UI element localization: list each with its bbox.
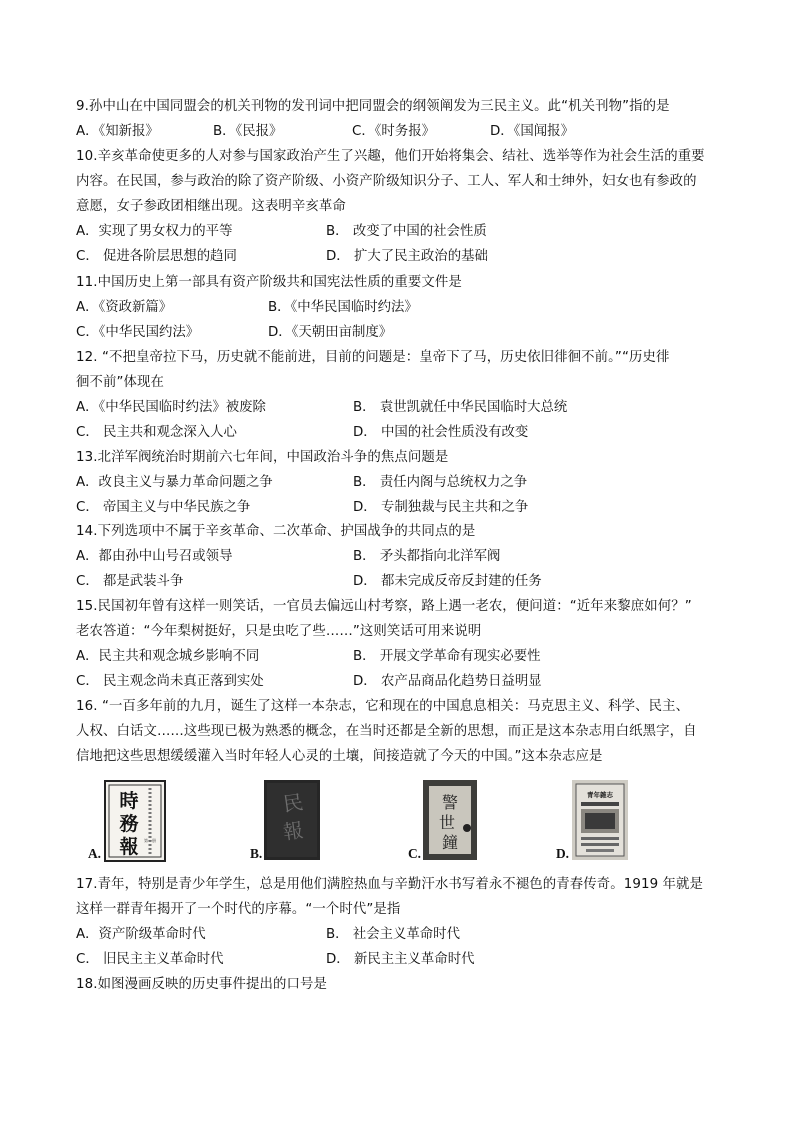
q17-option-b[interactable]: B． 社会主义革命时代: [326, 927, 460, 942]
q16-option-c-letter: C.: [408, 846, 422, 861]
q9-option-a[interactable]: A．《知新报》: [76, 124, 159, 139]
q13-option-b[interactable]: B． 责任内阁与总统权力之争: [353, 475, 528, 490]
q16-option-d-letter: D.: [556, 846, 570, 861]
minbao-cover-image: [264, 780, 320, 860]
q11-option-c[interactable]: C．《中华民国约法》: [76, 325, 200, 340]
minbao-char-1: 民: [281, 789, 305, 817]
question-17-stem-line-2: 这样一群青年揭开了一个时代的序幕。“一个时代”是指: [76, 902, 401, 917]
q14-option-a[interactable]: A．都由孙中山号召或领导: [76, 549, 233, 564]
q16-option-a[interactable]: [88, 780, 168, 862]
question-9-stem: 9.孙中山在中国同盟会的机关刊物的发刊词中把同盟会的纲领阐发为三民主义。此“机关刊物”指的是: [76, 99, 670, 114]
question-16-stem-line-1: 16. “一百多年前的九月，诞生了这样一本杂志，它和现在的中国息息相关：马克思主义、科学、民主、: [76, 699, 690, 714]
question-10-stem-line-2: 内容。在民国，参与政治的除了资产阶级、小资产阶级知识分子、工人、军人和士绅外，妇女也有参政的: [76, 174, 697, 189]
question-12-stem-line-1: 12. “不把皇帝拉下马，历史就不能前进，目前的问题是：皇帝下了马，历史依旧徘徊不前。”“历史徘: [76, 350, 670, 365]
q14-option-b[interactable]: B． 矛头都指向北洋军阀: [353, 549, 501, 564]
qingnian-zazhi-cover-image: [572, 780, 628, 860]
question-15-options-row-1: [76, 644, 722, 669]
q15-option-c[interactable]: C． 民主观念尚未真正落到实处: [76, 674, 264, 689]
q9-option-b[interactable]: B．《民报》: [213, 124, 283, 139]
q12-option-c[interactable]: C． 民主共和观念深入人心: [76, 425, 237, 440]
question-11-options-row-1: [76, 295, 722, 320]
question-17-options-row-2: [76, 947, 722, 972]
question-14-stem: 14.下列选项中不属于辛亥革命、二次革命、护国战争的共同点的是: [76, 524, 476, 539]
question-16-stem-line-2: 人权、白话文……这些现已极为熟悉的概念，在当时还都是全新的思想，而正是这本杂志用白纸黑字，自: [76, 724, 697, 739]
q10-option-d[interactable]: D． 扩大了民主政治的基础: [326, 249, 488, 264]
q9-option-c[interactable]: C．《时务报》: [352, 124, 435, 139]
question-15-options-row-2: [76, 669, 722, 694]
q17-option-d[interactable]: D． 新民主主义革命时代: [326, 952, 475, 967]
question-12-options-row-1: [76, 395, 722, 420]
qingnian-zazhi-title: 青年雜志: [587, 791, 613, 799]
question-11-options-row-2: [76, 320, 722, 345]
question-13-options-row-1: [76, 470, 722, 495]
q9-option-d[interactable]: D．《国闻报》: [490, 124, 574, 139]
q15-option-a[interactable]: A．民主共和观念城乡影响不同: [76, 649, 260, 664]
jingshizhong-cover-image: [423, 780, 477, 860]
q16-option-a-letter: A.: [88, 846, 102, 861]
q10-option-a[interactable]: A．实现了男女权力的平等: [76, 224, 233, 239]
shiwubao-small-text: 第一册: [144, 838, 156, 843]
q14-option-d[interactable]: D． 都未完成反帝反封建的任务: [353, 574, 542, 589]
q12-option-b[interactable]: B． 袁世凯就任中华民国临时大总统: [353, 400, 568, 415]
jingshizhong-char-2: 世: [438, 813, 456, 832]
jingshizhong-char-1: 警: [441, 793, 459, 812]
q12-option-a[interactable]: A．《中华民国临时约法》被废除: [76, 400, 266, 415]
shiwubao-cover-image: [104, 780, 166, 862]
q13-option-d[interactable]: D． 专制独裁与民主共和之争: [353, 500, 529, 515]
question-10-stem-line-1: 10.辛亥革命使更多的人对参与国家政治产生了兴趣，他们开始将集会、结社、选举等作为社会生活的重要: [76, 149, 705, 164]
q17-option-c[interactable]: C． 旧民主主义革命时代: [76, 952, 224, 967]
q16-option-b-letter: B.: [250, 846, 263, 861]
q11-option-a[interactable]: A．《资政新篇》: [76, 300, 173, 315]
q15-option-b[interactable]: B． 开展文学革命有现实必要性: [353, 649, 541, 664]
question-10-stem-line-3: 意愿，女子参政团相继出现。这表明辛亥革命: [76, 199, 346, 214]
q13-option-c[interactable]: C． 帝国主义与中华民族之争: [76, 500, 251, 515]
question-13-stem: 13.北洋军阀统治时期前六七年间，中国政治斗争的焦点问题是: [76, 450, 449, 465]
q10-option-c[interactable]: C． 促进各阶层思想的趋同: [76, 249, 237, 264]
question-18-stem: 18.如图漫画反映的历史事件提出的口号是: [76, 977, 327, 992]
q11-option-b[interactable]: B．《中华民国临时约法》: [268, 300, 418, 315]
q16-option-b[interactable]: [250, 780, 330, 862]
question-14-options-row-1: [76, 544, 722, 569]
question-13-options-row-2: [76, 495, 722, 520]
q16-option-c[interactable]: [408, 780, 488, 862]
q14-option-c[interactable]: C． 都是武装斗争: [76, 574, 184, 589]
question-11-stem: 11.中国历史上第一部具有资产阶级共和国宪法性质的重要文件是: [76, 275, 462, 290]
question-14-options-row-2: [76, 569, 722, 594]
question-12-stem-line-2: 徊不前”体现在: [76, 375, 164, 390]
question-15-stem-line-2: 老农答道：“今年梨树挺好，只是虫吃了些……”这则笑话可用来说明: [76, 624, 482, 639]
question-16-stem-line-3: 信地把这些思想缓缓灌入当时年轻人心灵的土壤，间接造就了今天的中国。”这本杂志应是: [76, 749, 603, 764]
q12-option-d[interactable]: D． 中国的社会性质没有改变: [353, 425, 529, 440]
question-10-options-row-2: [76, 244, 722, 269]
minbao-char-2: 報: [281, 817, 305, 845]
q13-option-a[interactable]: A．改良主义与暴力革命问题之争: [76, 475, 273, 490]
shiwubao-char-3: 報: [119, 836, 139, 858]
q15-option-d[interactable]: D． 农产品商品化趋势日益明显: [353, 674, 542, 689]
jingshizhong-char-3: 鐘: [441, 833, 459, 852]
shiwubao-char-1: 時: [119, 790, 139, 812]
question-10-options-row-1: [76, 219, 722, 244]
q16-option-d[interactable]: [556, 780, 636, 862]
question-9-options: [76, 119, 722, 144]
q11-option-d[interactable]: D．《天朝田亩制度》: [268, 325, 393, 340]
shiwubao-char-2: 務: [119, 813, 139, 835]
question-17-options-row-1: [76, 922, 722, 947]
question-12-options-row-2: [76, 420, 722, 445]
question-15-stem-line-1: 15.民国初年曾有这样一则笑话，一官员去偏远山村考察，路上遇一老农，便问道：“近年来黎庶如何？”: [76, 599, 692, 614]
q17-option-a[interactable]: A．资产阶级革命时代: [76, 927, 206, 942]
q10-option-b[interactable]: B． 改变了中国的社会性质: [326, 224, 487, 239]
question-17-stem-line-1: 17.青年，特别是青少年学生，总是用他们满腔热血与辛勤汗水书写着永不褪色的青春传奇。1919 年就是: [76, 877, 704, 892]
